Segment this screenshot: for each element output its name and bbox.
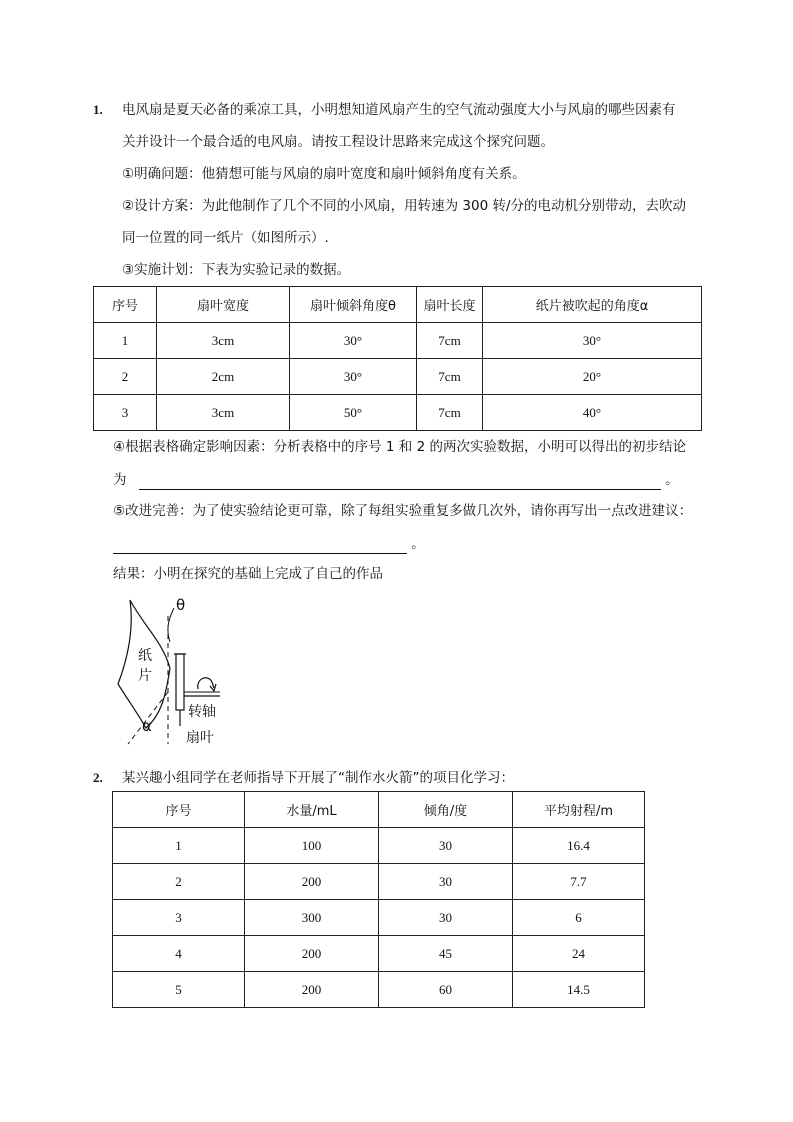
table-cell: 4 [113,936,245,972]
table-cell: 6 [513,900,645,936]
q1-intro-line-2: 关并设计一个最合适的电风扇。请按工程设计思路来完成这个探究问题。 [122,134,554,150]
q1-step1: ①明确问题：他猜想可能与风扇的扇叶宽度和扇叶倾斜角度有关系。 [122,166,526,182]
table-row [94,359,702,395]
table-cell: 50° [290,395,417,431]
table-cell: 30° [290,323,417,359]
paper-label-top: 纸 [138,648,152,664]
table-cell: 30° [483,323,702,359]
table-cell: 200 [245,936,379,972]
q1-table-header-row [94,287,702,323]
paper-label-bottom: 片 [138,668,152,684]
table-cell: 7.7 [513,864,645,900]
q1-data-table [93,286,702,431]
q2-header-water: 水量/mL [245,792,379,828]
shaft-label: 转轴 [188,704,216,720]
q1-step5-end: 。 [411,536,425,552]
table-cell: 30 [379,900,513,936]
q1-step2-line-1: ②设计方案：为此他制作了几个不同的小风扇，用转速为 300 转/分的电动机分别带动，去吹动 [122,198,686,214]
table-cell: 3 [94,395,157,431]
q1-header-blade-angle: 扇叶倾斜角度θ [290,287,417,323]
table-cell: 2 [94,359,157,395]
table-row [113,900,645,936]
table-cell: 45 [379,936,513,972]
table-cell: 2cm [157,359,290,395]
table-cell: 200 [245,864,379,900]
q2-header-range: 平均射程/m [513,792,645,828]
table-cell: 1 [113,828,245,864]
table-cell: 30 [379,828,513,864]
q1-step5-line-1: ⑤改进完善：为了使实验结论更可靠，除了每组实验重复多做几次外，请你再写出一点改进建议： [113,503,693,519]
q1-header-index: 序号 [94,287,157,323]
table-cell: 60 [379,972,513,1008]
alpha-label: α [142,717,152,735]
table-cell: 7cm [417,323,483,359]
q1-step5-answer-blank[interactable] [113,533,407,554]
fan-blade-shape [176,654,184,710]
q1-step4-line-1: ④根据表格确定影响因素：分析表格中的序号 1 和 2 的两次实验数据，小明可以得出的初步结论 [113,439,686,455]
table-cell: 1 [94,323,157,359]
theta-label: θ [176,596,186,614]
q1-step4-answer-blank[interactable] [139,469,661,490]
table-cell: 2 [113,864,245,900]
table-cell: 200 [245,972,379,1008]
q1-header-paper-angle: 纸片被吹起的角度α [483,287,702,323]
q1-step5-answer-line [113,533,425,554]
table-row [94,323,702,359]
theta-arc [168,608,174,642]
table-cell: 7cm [417,395,483,431]
q2-data-table [112,791,645,1008]
q1-result: 结果：小明在探究的基础上完成了自己的作品 [113,566,383,582]
table-cell: 40° [483,395,702,431]
q1-step4-answer-line [113,469,679,490]
q1-step4-prefix: 为 [113,472,127,488]
table-cell: 14.5 [513,972,645,1008]
table-cell: 3cm [157,395,290,431]
table-row [113,936,645,972]
q2-intro: 某兴趣小组同学在老师指导下开展了“制作水火箭”的项目化学习： [122,770,514,786]
table-cell: 300 [245,900,379,936]
q2-number: 2. [93,770,103,785]
table-cell: 16.4 [513,828,645,864]
q1-step4-end: 。 [665,472,679,488]
q1-header-blade-width: 扇叶宽度 [157,287,290,323]
table-row [113,828,645,864]
q1-step2-line-2: 同一位置的同一纸片（如图所示）. [122,230,329,246]
blade-label: 扇叶 [186,730,214,746]
table-cell: 30° [290,359,417,395]
q1-step3: ③实施计划：下表为实验记录的数据。 [122,262,351,278]
table-cell: 30 [379,864,513,900]
table-row [113,972,645,1008]
table-row [113,864,645,900]
paper-sheet-shape [118,600,170,728]
table-cell: 3cm [157,323,290,359]
table-cell: 7cm [417,359,483,395]
table-cell: 5 [113,972,245,1008]
table-cell: 20° [483,359,702,395]
table-cell: 3 [113,900,245,936]
q1-intro-line-1: 电风扇是夏天必备的乘凉工具，小明想知道风扇产生的空气流动强度大小与风扇的哪些因素有 [122,102,676,118]
q2-header-angle: 倾角/度 [379,792,513,828]
q1-header-blade-length: 扇叶长度 [417,287,483,323]
q2-header-index: 序号 [113,792,245,828]
fan-paper-figure [104,596,234,756]
fan-diagram-drawing [104,596,234,756]
table-row [94,395,702,431]
table-cell: 100 [245,828,379,864]
q2-table-header-row [113,792,645,828]
table-cell: 24 [513,936,645,972]
q1-number: 1. [93,102,103,117]
